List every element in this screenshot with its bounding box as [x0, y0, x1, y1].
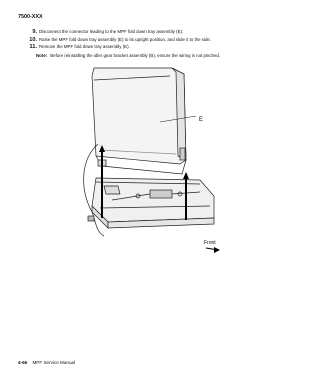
front-arrow-head: [214, 247, 220, 253]
note-label: Note:: [36, 52, 48, 58]
manual-title: MPF Service Manual: [32, 360, 76, 365]
step-number: 11.: [29, 44, 37, 50]
note-text: Before reinstalling the idler gear bracket assembly (B), ensure the wiring is not pinched.: [50, 52, 221, 58]
page-footer: [18, 360, 75, 365]
step-number: 10.: [29, 36, 37, 43]
front-label: Front: [204, 240, 216, 246]
step-text: Remove the MPF fold down tray assembly (E).: [39, 44, 130, 49]
step-text: Raise the MPF fold down tray assembly (E) to its upright position, and slide it to the side.: [39, 36, 212, 42]
step-number: 9.: [32, 29, 37, 35]
manual-model-header: 7500-XXX: [18, 14, 43, 20]
callout-e-label: E: [199, 117, 204, 123]
page-number: 4-66: [18, 360, 28, 365]
arrow-head-right: [183, 172, 189, 179]
printer-base-frame: [92, 178, 214, 228]
mpf-tray-assembly: [92, 68, 186, 174]
step-text: Disconnect the connector leading to the MPF fold down tray assembly (E).: [39, 29, 184, 34]
